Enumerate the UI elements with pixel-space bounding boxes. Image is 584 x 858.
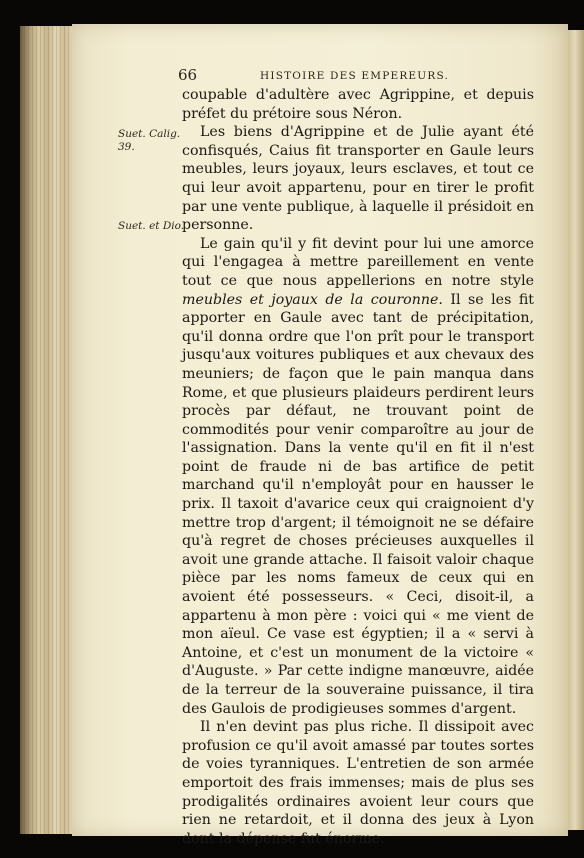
margin-note-suet-calig [118, 128, 180, 154]
paragraph-2: Les biens d'Agrippine et de Julie ayant été confisqués, Caius fit transporter en Gaule leurs meubles, leurs joyaux, leurs esclaves, et tout ce qui leur avoit appartenu, pour en tirer le profit par une vente publique, à laquelle il présidoit en personne. [182, 124, 534, 234]
page-edge [566, 30, 584, 830]
page-number: 66 [178, 66, 198, 84]
margin-note-source: Suet. Calig. [118, 128, 181, 140]
paragraph-3 [182, 235, 534, 718]
paragraph-3-rest: Il se les fit apporter en Gaule avec tant de précipitation, qu'il donna ordre que l'on prît pour le transport jusqu'aux voitures publiques et aux chevaux des meuniers; de façon que le pain manqua dans Rome, et que plusieurs plaideurs perdirent leurs procès par défaut, ne trouvant point de commodités pour venir comparoître au jour de l'assignation. Dans la vente qu'il en fit il n'est point de fraude ni de bas artifice de petit marchand qu'il n'employât pour en hausser le prix. Il taxoit d'avarice ceux qui craignoient d'y mettre trop d'argent; il témoignoit ne se défaire qu'à regret de choses précieuses auxquelles il avoit une grande attache. Il faisoit valoir chaque pièce par les noms fameux de ceux qui en avoient été possesseurs. « Ceci, disoit-il, a appartenu à mon père : voici qui « me vient de mon aïeul. Ce vase est égyptien; il a « servi à Antoine, et c'est un monument de la victoire « d'Auguste. » Par cette indigne manœuvre, aidée de la terreur de la souveraine puissance, il tira des Gaulois de prodigieuses sommes d'argent. [182, 291, 534, 717]
margin-note-chapter: 39. [118, 141, 135, 153]
page-header [178, 66, 468, 86]
body-text [182, 86, 534, 848]
margin-note-suet-dio: Suet. et Dio. [118, 220, 185, 232]
paragraph-3-start: Le gain qu'il y fit devint pour lui une amorce qui l'engagea à mettre pareillement en vente tout ce que nous appellerions en notre style [182, 235, 534, 289]
book-binding [20, 26, 80, 834]
italic-phrase: meubles et joyaux de la couronne. [182, 291, 443, 308]
running-title: HISTOIRE DES EMPEREURS. [260, 70, 450, 82]
paragraph-4: Il n'en devint pas plus riche. Il dissipoit avec profusion ce qu'il avoit amassé par toutes sortes de voies tyranniques. L'entretien de son armée emportoit des frais immenses; mais de plus ses prodigalités ordinaires avoient leur cours que rien ne retardoit, et il donna des jeux à Lyon dont la dépense fut énorme. [182, 719, 534, 847]
paragraph-1: coupable d'adultère avec Agrippine, et depuis préfet du prétoire sous Néron. [182, 87, 534, 122]
